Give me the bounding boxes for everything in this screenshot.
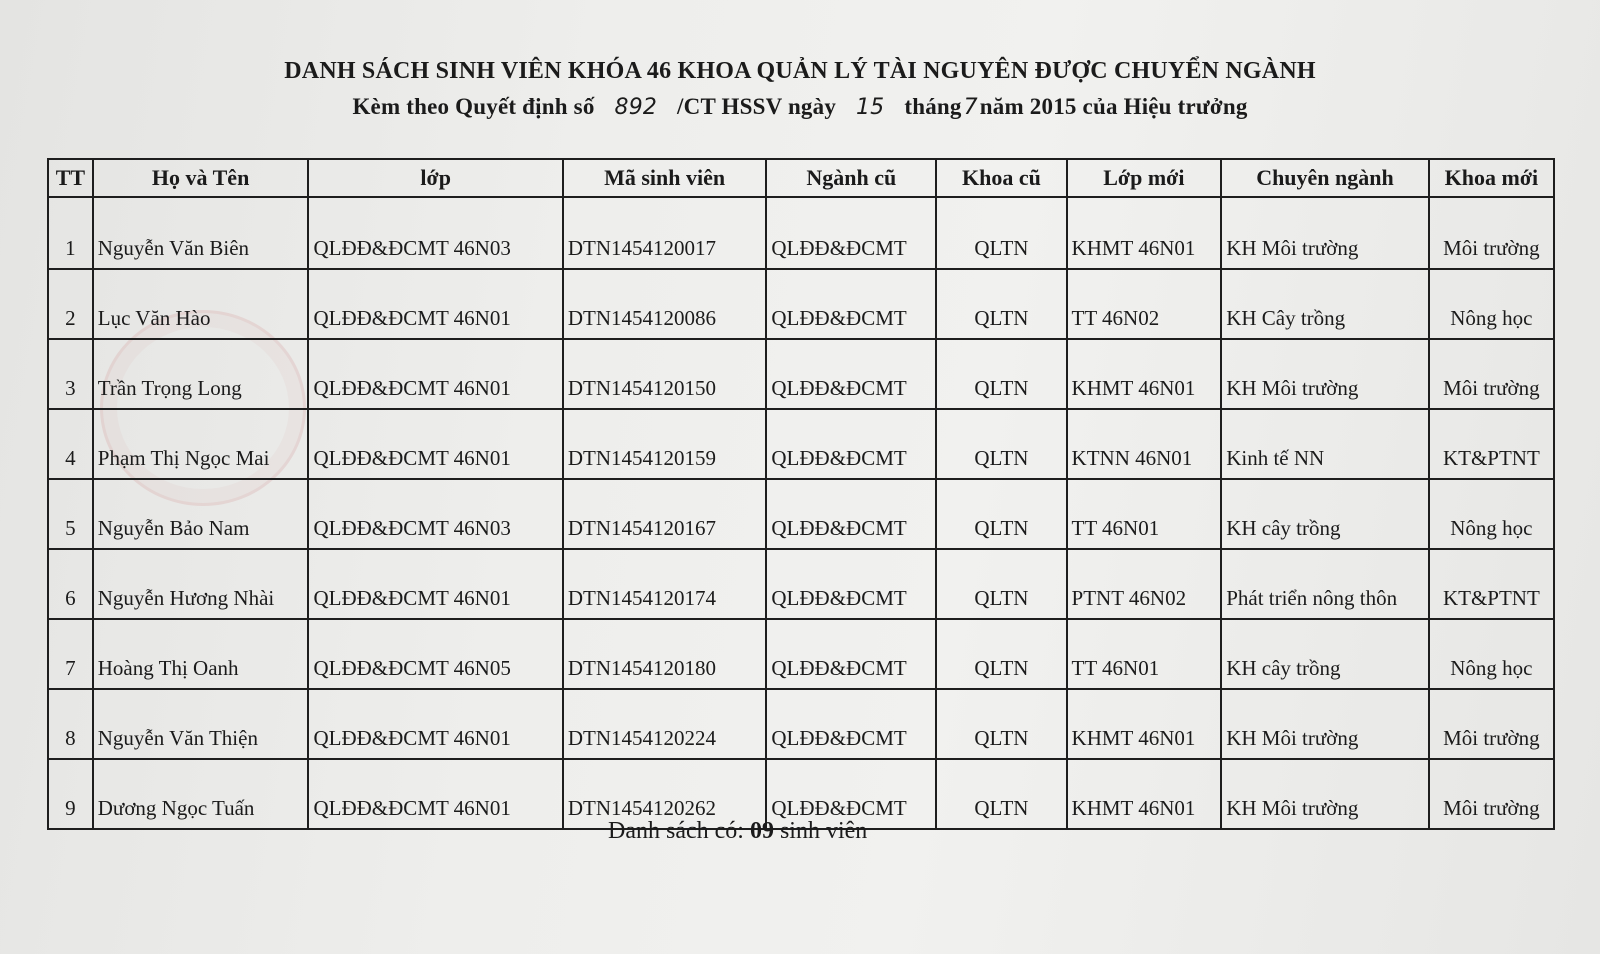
cell-old-major: QLĐĐ&ĐCMT bbox=[766, 549, 936, 619]
subtitle-mid: /CT HSSV ngày bbox=[677, 94, 837, 119]
cell-old-major: QLĐĐ&ĐCMT bbox=[766, 409, 936, 479]
cell-class: QLĐĐ&ĐCMT 46N03 bbox=[308, 197, 562, 269]
cell-name: Trần Trọng Long bbox=[93, 339, 309, 409]
student-list-table bbox=[47, 158, 1555, 830]
cell-tt: 5 bbox=[48, 479, 93, 549]
decision-month: 7 bbox=[963, 95, 978, 120]
cell-tt: 4 bbox=[48, 409, 93, 479]
cell-student-id: DTN1454120159 bbox=[563, 409, 767, 479]
cell-old-faculty: QLTN bbox=[936, 549, 1066, 619]
cell-old-major: QLĐĐ&ĐCMT bbox=[766, 339, 936, 409]
table-row bbox=[48, 479, 1554, 549]
decision-day: 15 bbox=[855, 95, 885, 120]
col-header-name: Họ và Tên bbox=[93, 159, 309, 197]
subtitle-prefix: Kèm theo Quyết định số bbox=[352, 94, 595, 119]
col-header-tt: TT bbox=[48, 159, 93, 197]
cell-old-faculty: QLTN bbox=[936, 759, 1066, 829]
cell-new-class: KHMT 46N01 bbox=[1067, 689, 1222, 759]
cell-new-faculty: Môi trường bbox=[1429, 689, 1554, 759]
cell-old-major: QLĐĐ&ĐCMT bbox=[766, 619, 936, 689]
table-row bbox=[48, 339, 1554, 409]
cell-class: QLĐĐ&ĐCMT 46N01 bbox=[308, 269, 562, 339]
cell-class: QLĐĐ&ĐCMT 46N01 bbox=[308, 339, 562, 409]
cell-new-class: PTNT 46N02 bbox=[1067, 549, 1222, 619]
cell-tt: 6 bbox=[48, 549, 93, 619]
col-header-student-id: Mã sinh viên bbox=[563, 159, 767, 197]
cell-old-major: QLĐĐ&ĐCMT bbox=[766, 269, 936, 339]
table-row bbox=[48, 409, 1554, 479]
cell-student-id: DTN1454120167 bbox=[563, 479, 767, 549]
list-count-summary bbox=[608, 818, 867, 845]
cell-class: QLĐĐ&ĐCMT 46N01 bbox=[308, 689, 562, 759]
col-header-class: lớp bbox=[308, 159, 562, 197]
cell-new-faculty: Môi trường bbox=[1429, 197, 1554, 269]
cell-tt: 3 bbox=[48, 339, 93, 409]
cell-new-class: KHMT 46N01 bbox=[1067, 197, 1222, 269]
cell-name: Phạm Thị Ngọc Mai bbox=[93, 409, 309, 479]
cell-specialization: KH cây trồng bbox=[1221, 479, 1429, 549]
decision-number: 892 bbox=[614, 95, 658, 120]
cell-old-major: QLĐĐ&ĐCMT bbox=[766, 479, 936, 549]
table-row bbox=[48, 549, 1554, 619]
cell-specialization: KH Môi trường bbox=[1221, 339, 1429, 409]
month-label: tháng bbox=[904, 94, 962, 119]
cell-specialization: KH Môi trường bbox=[1221, 197, 1429, 269]
cell-new-class: TT 46N01 bbox=[1067, 619, 1222, 689]
cell-specialization: KH Cây trồng bbox=[1221, 269, 1429, 339]
cell-new-faculty: Môi trường bbox=[1429, 759, 1554, 829]
cell-old-faculty: QLTN bbox=[936, 269, 1066, 339]
cell-class: QLĐĐ&ĐCMT 46N03 bbox=[308, 479, 562, 549]
col-header-new-faculty: Khoa mới bbox=[1429, 159, 1554, 197]
cell-student-id: DTN1454120150 bbox=[563, 339, 767, 409]
cell-new-class: KTNN 46N01 bbox=[1067, 409, 1222, 479]
cell-new-class: KHMT 46N01 bbox=[1067, 759, 1222, 829]
col-header-specialization: Chuyên ngành bbox=[1221, 159, 1429, 197]
cell-student-id: DTN1454120086 bbox=[563, 269, 767, 339]
cell-specialization: KH Môi trường bbox=[1221, 759, 1429, 829]
cell-name: Nguyễn Bảo Nam bbox=[93, 479, 309, 549]
col-header-new-class: Lớp mới bbox=[1067, 159, 1222, 197]
cell-old-faculty: QLTN bbox=[936, 339, 1066, 409]
cell-tt: 2 bbox=[48, 269, 93, 339]
table-row bbox=[48, 689, 1554, 759]
cell-name: Nguyễn Văn Thiện bbox=[93, 689, 309, 759]
table-row bbox=[48, 197, 1554, 269]
cell-old-major: QLĐĐ&ĐCMT bbox=[766, 689, 936, 759]
cell-name: Hoàng Thị Oanh bbox=[93, 619, 309, 689]
document-title: DANH SÁCH SINH VIÊN KHÓA 46 KHOA QUẢN LÝ TÀI NGUYÊN ĐƯỢC CHUYỂN NGÀNH bbox=[284, 58, 1316, 84]
cell-class: QLĐĐ&ĐCMT 46N01 bbox=[308, 549, 562, 619]
cell-new-class: KHMT 46N01 bbox=[1067, 339, 1222, 409]
summary-prefix: Danh sách có: bbox=[608, 818, 744, 844]
cell-student-id: DTN1454120224 bbox=[563, 689, 767, 759]
cell-old-faculty: QLTN bbox=[936, 409, 1066, 479]
cell-class: QLĐĐ&ĐCMT 46N01 bbox=[308, 409, 562, 479]
summary-suffix: sinh viên bbox=[779, 818, 868, 844]
cell-specialization: Phát triển nông thôn bbox=[1221, 549, 1429, 619]
cell-tt: 8 bbox=[48, 689, 93, 759]
cell-name: Nguyễn Hương Nhài bbox=[93, 549, 309, 619]
cell-new-class: TT 46N02 bbox=[1067, 269, 1222, 339]
cell-student-id: DTN1454120017 bbox=[563, 197, 767, 269]
cell-tt: 1 bbox=[48, 197, 93, 269]
table-row bbox=[48, 269, 1554, 339]
document-subtitle bbox=[0, 94, 1600, 120]
cell-name: Nguyễn Văn Biên bbox=[93, 197, 309, 269]
cell-specialization: Kinh tế NN bbox=[1221, 409, 1429, 479]
cell-name: Lục Văn Hào bbox=[93, 269, 309, 339]
cell-class: QLĐĐ&ĐCMT 46N05 bbox=[308, 619, 562, 689]
cell-student-id: DTN1454120180 bbox=[563, 619, 767, 689]
cell-new-faculty: Nông học bbox=[1429, 619, 1554, 689]
cell-old-faculty: QLTN bbox=[936, 689, 1066, 759]
cell-old-faculty: QLTN bbox=[936, 479, 1066, 549]
cell-class: QLĐĐ&ĐCMT 46N01 bbox=[308, 759, 562, 829]
cell-old-major: QLĐĐ&ĐCMT bbox=[766, 759, 936, 829]
cell-tt: 9 bbox=[48, 759, 93, 829]
cell-new-faculty: Môi trường bbox=[1429, 339, 1554, 409]
cell-new-faculty: KT&PTNT bbox=[1429, 409, 1554, 479]
subtitle-suffix: năm 2015 của Hiệu trưởng bbox=[979, 94, 1248, 119]
cell-old-faculty: QLTN bbox=[936, 197, 1066, 269]
student-count: 09 bbox=[749, 818, 774, 844]
cell-new-faculty: KT&PTNT bbox=[1429, 549, 1554, 619]
col-header-old-major: Ngành cũ bbox=[766, 159, 936, 197]
cell-specialization: KH Môi trường bbox=[1221, 689, 1429, 759]
cell-new-faculty: Nông học bbox=[1429, 269, 1554, 339]
cell-old-faculty: QLTN bbox=[936, 619, 1066, 689]
cell-old-major: QLĐĐ&ĐCMT bbox=[766, 197, 936, 269]
cell-student-id: DTN1454120174 bbox=[563, 549, 767, 619]
table-header-row bbox=[48, 159, 1554, 197]
cell-tt: 7 bbox=[48, 619, 93, 689]
cell-new-class: TT 46N01 bbox=[1067, 479, 1222, 549]
cell-new-faculty: Nông học bbox=[1429, 479, 1554, 549]
cell-name: Dương Ngọc Tuấn bbox=[93, 759, 309, 829]
table-row bbox=[48, 619, 1554, 689]
cell-student-id: DTN1454120262 bbox=[563, 759, 767, 829]
cell-specialization: KH cây trồng bbox=[1221, 619, 1429, 689]
col-header-old-faculty: Khoa cũ bbox=[936, 159, 1066, 197]
